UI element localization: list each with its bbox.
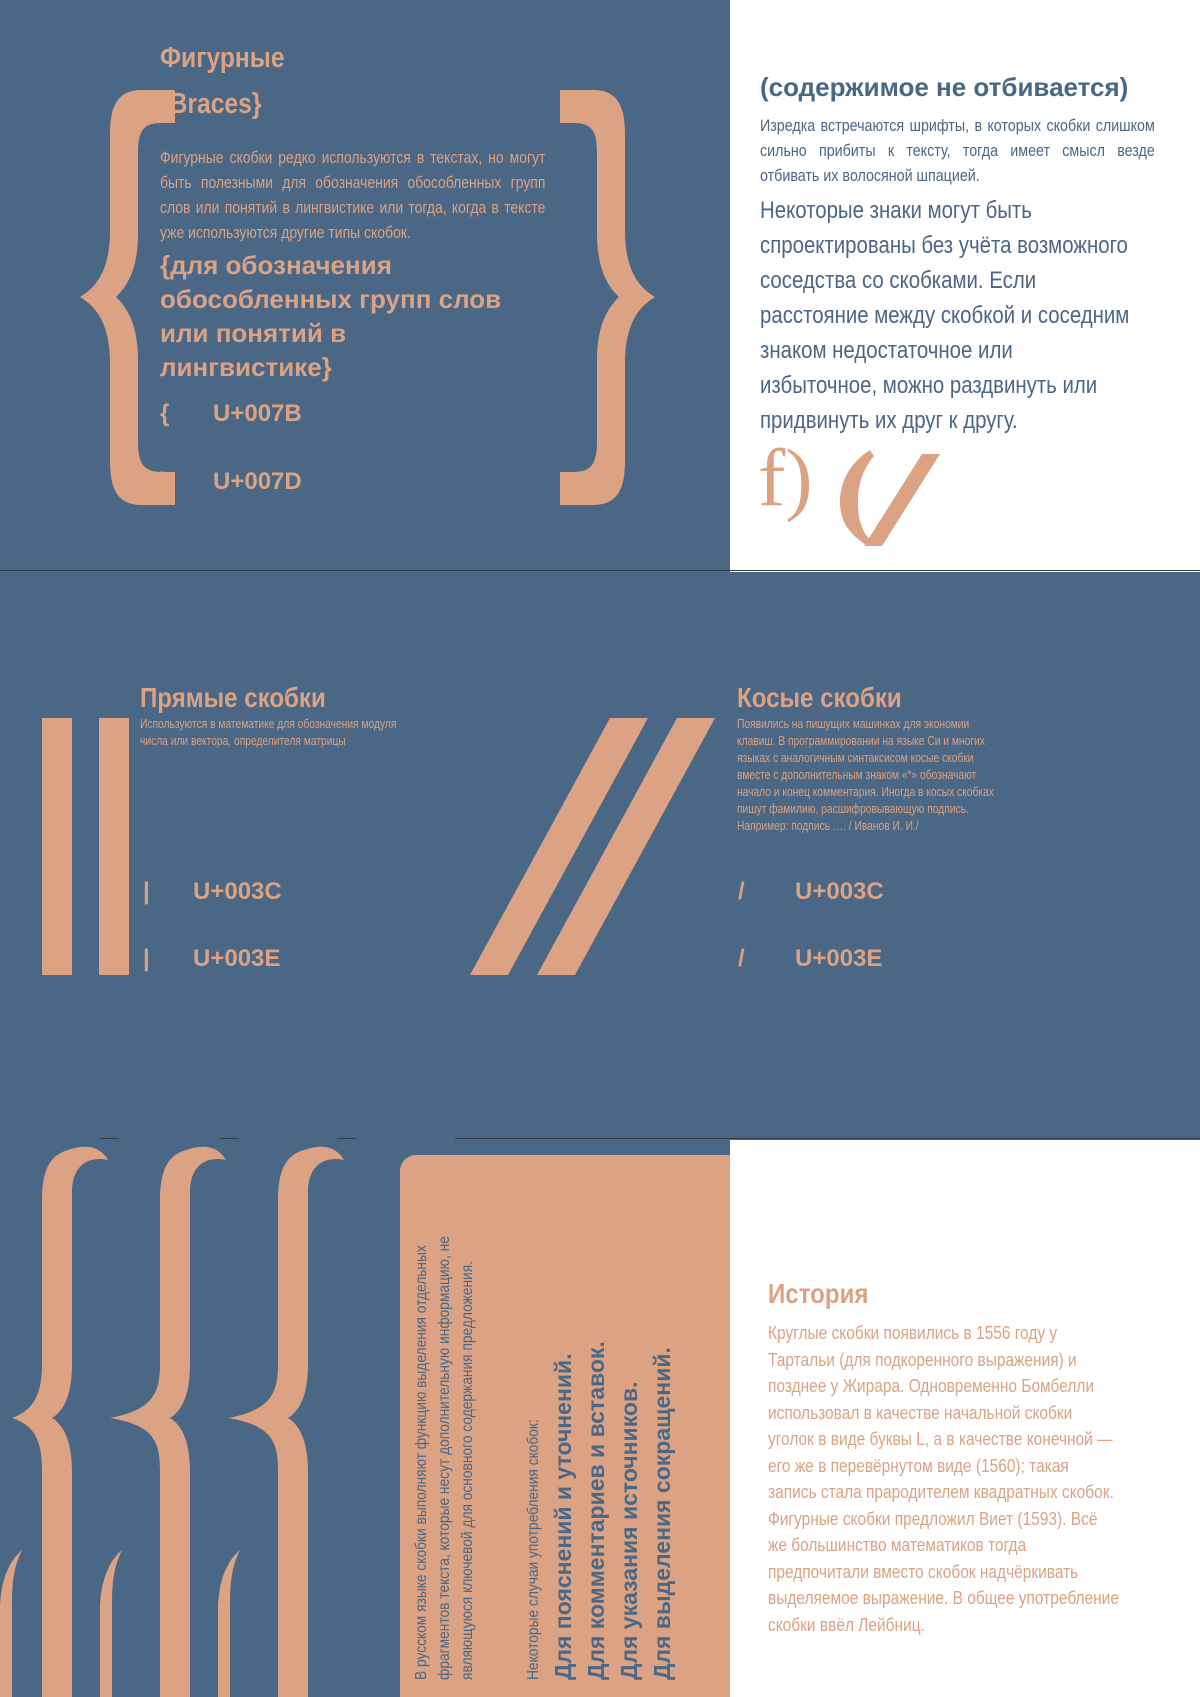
slash-open-code: U+003C <box>795 878 884 905</box>
divider-line <box>0 570 1200 571</box>
spacing-small-text: Изредка встречаются шрифты, в которых скобки слишком сильно прибиты к тексту, тогда имеет смысл везде отбивать их волосяной шпацией. <box>760 116 1155 185</box>
rotated-braces-graphic <box>0 1140 400 1697</box>
straight-close-glyph: | <box>143 945 150 972</box>
usage-case-item: Для комментариев и вставок. <box>583 1341 609 1680</box>
usage-case-item: Для пояснений и уточнений. <box>550 1353 576 1680</box>
straight-close-code: U+003E <box>193 945 281 972</box>
braces-title-line2: {Braces} <box>160 88 262 120</box>
slash-description: Появились на пишущих машинках для экономии клавиш. В программировании на языке Си и многих языках с аналогичным синтаксисом косые скобки вместе с дополнительным знаком «*» обозначают начало и конец комментария. Иногда в косых скобках пишут фамилию, расшифровывающую подпись. Например: подпись …. / Иванов И. И./ <box>737 717 994 833</box>
straight-title: Прямые скобки <box>140 682 326 713</box>
brace-close-glyph: } <box>160 468 170 495</box>
spacing-large-text: Некоторые знаки могут быть спроектированы без учёта возможного соседства со скобками. Если расстояние между скобкой и соседним знаком недостаточное или избыточное, можно раздвинуть или придвинуть их друг к другу. <box>760 197 1130 434</box>
divider-dash <box>220 1138 238 1139</box>
slash-open-glyph: / <box>738 878 745 905</box>
straight-open-code: U+003C <box>193 878 282 905</box>
slash-bars-graphic <box>470 718 730 975</box>
straight-open-glyph: | <box>143 878 150 905</box>
usage-case-item: Для указания источников. <box>616 1381 642 1680</box>
usage-case-item: Для выделения сокращений. <box>649 1347 675 1680</box>
braces-example: {для обозначения обособленных групп слов или понятий в лингвистике} <box>160 250 502 382</box>
slash-close-code: U+003E <box>795 945 883 972</box>
usage-cases-label: Некоторые случаи употребления скобок: <box>525 1419 542 1680</box>
brace-open-code: U+007B <box>213 400 302 427</box>
divider-dash <box>100 1138 118 1139</box>
divider-line <box>455 1138 1200 1139</box>
usage-rotated-block <box>410 1160 710 1680</box>
usage-intro: В русском языке скобки выполняют функцию выделения отдельных фрагментов текста, которые несут дополнительную информацию, не являющуюся ключевой для основного содержания предложения. <box>413 1236 476 1680</box>
usage-cases-list <box>547 1160 679 1680</box>
straight-bar-right <box>99 718 129 975</box>
slash-title: Косые скобки <box>737 682 902 713</box>
history-title: История <box>768 1278 869 1309</box>
braces-description: Фигурные скобки редко используются в текстах, но могут быть полезными для обозначения обособленных групп слов или понятий в лингвистике или тогда, когда в тексте уже используются другие типы скобок. <box>160 148 546 242</box>
spacing-heading: (содержимое не отбивается) <box>760 72 1129 102</box>
straight-bar-left <box>42 718 72 975</box>
brace-close-code: U+007D <box>213 468 302 495</box>
history-text: Круглые скобки появились в 1556 году у Тартальи (для подкоренного выражения) и позднее у Жирара. Одновременно Бомбелли использовал в качестве начальной скобки уголок в виде буквы L, а в качестве конечной — его же в перевёрнутом виде (1560); такая запись стала прародителем квадратных скобок. Фигурные скобки предложил Виет (1593). Всё же большинство математиков тогда предпочитали вместо скобок надчёркивать выделяемое выражение. В общее употребление скобки ввёл Лейбниц. <box>768 1323 1119 1635</box>
spacing-sample-paren-slash <box>838 450 946 546</box>
brace-open-glyph: { <box>160 400 170 427</box>
spacing-sample-fparen: f) <box>758 432 813 523</box>
slash-close-glyph: / <box>738 945 745 972</box>
braces-title-line1: Фигурные <box>160 42 285 74</box>
right-brace-graphic <box>560 90 655 505</box>
divider-dash <box>338 1138 356 1139</box>
straight-description: Используются в математике для обозначения модуля числа или вектора, определителя матрицы <box>140 717 397 748</box>
